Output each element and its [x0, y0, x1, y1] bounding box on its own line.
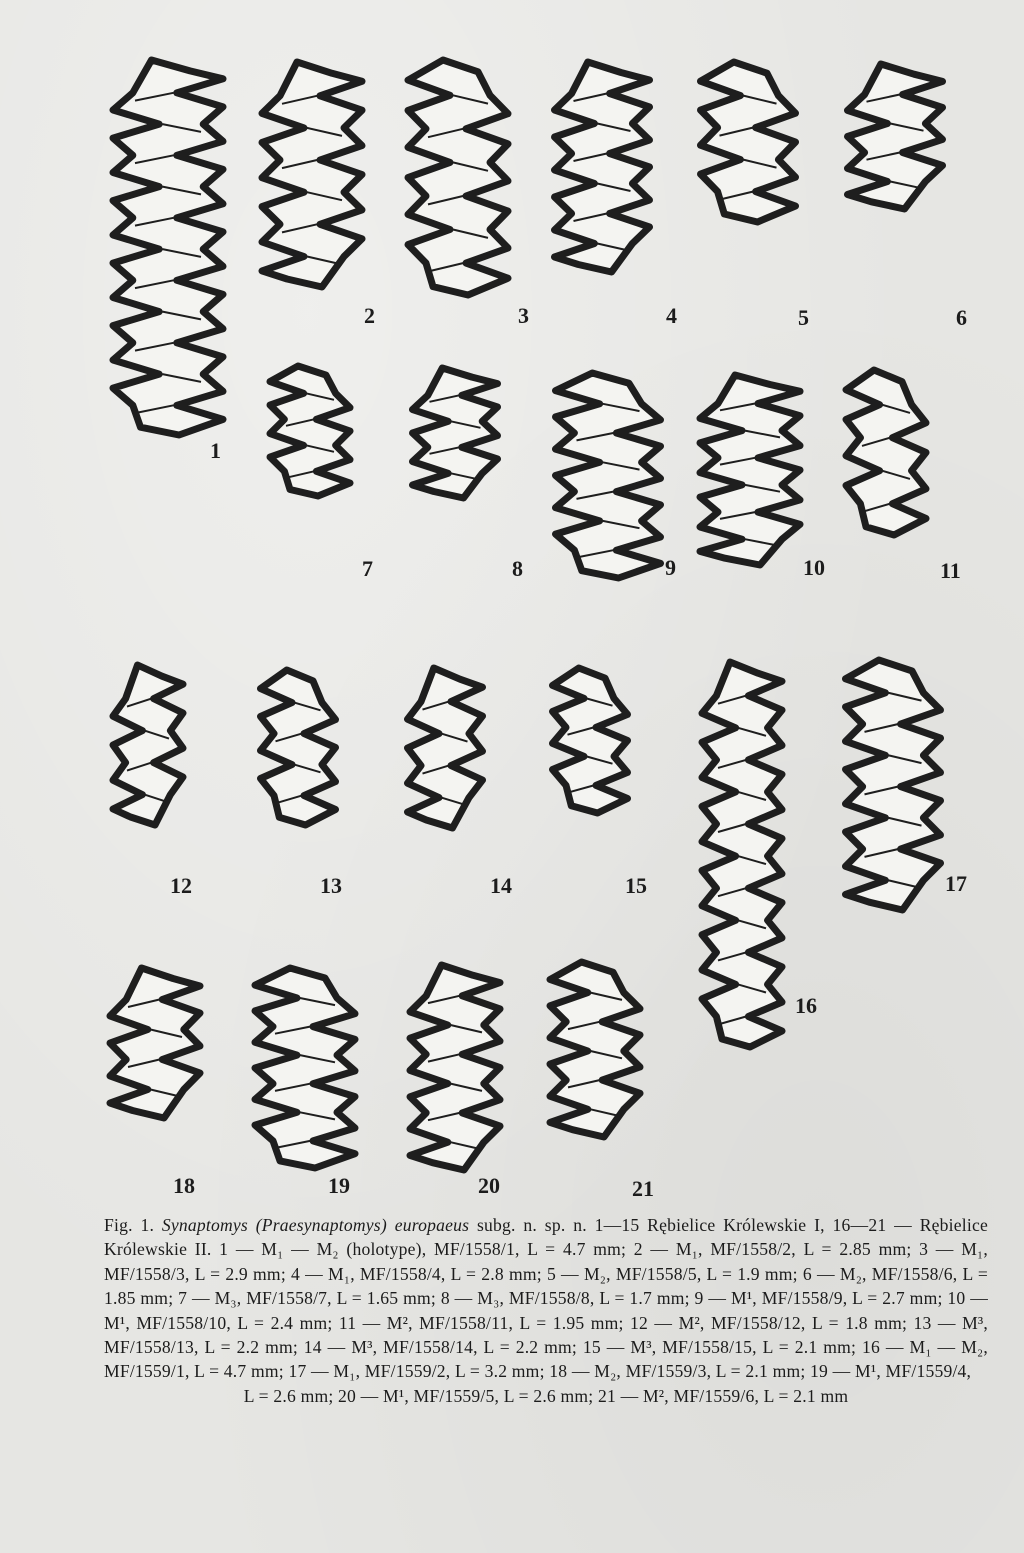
- molar-outline: [413, 368, 498, 498]
- molar-outline: [262, 62, 362, 287]
- specimen-number-15: 15: [625, 873, 647, 898]
- molar-outline: [701, 62, 796, 222]
- specimen-number-12: 12: [170, 873, 192, 898]
- taxon-name: Synaptomys (Praesynaptomys) europaeus: [161, 1215, 470, 1235]
- molar-specimen-11: [846, 370, 926, 535]
- molar-specimen-14: [408, 668, 483, 828]
- molar-outline: [410, 965, 500, 1170]
- molar-outline: [846, 370, 926, 535]
- specimen-number-2: 2: [364, 303, 375, 328]
- molar-specimen-15: [553, 668, 628, 813]
- molar-outline: [261, 670, 336, 825]
- specimen-number-13: 13: [320, 873, 342, 898]
- specimen-number-11: 11: [940, 558, 961, 583]
- specimen-number-8: 8: [512, 556, 523, 581]
- specimen-number-4: 4: [666, 303, 677, 328]
- caption-last-line: L = 2.6 mm; 20 — M¹, MF/1559/5, L = 2.6 mm; 21 — M², MF/1559/6, L = 2.1 mm: [243, 1385, 849, 1406]
- molar-specimen-1: [113, 60, 223, 435]
- molar-outline: [848, 64, 943, 209]
- molar-outline: [113, 665, 183, 825]
- specimen-number-7: 7: [362, 556, 373, 581]
- molar-outline: [408, 668, 483, 828]
- molar-outline: [555, 62, 650, 272]
- specimen-number-21: 21: [632, 1176, 654, 1201]
- molar-outline: [702, 662, 782, 1047]
- molar-specimen-16: [702, 662, 782, 1047]
- specimen-number-17: 17: [945, 871, 967, 896]
- figure-label: Fig. 1.: [104, 1215, 155, 1235]
- molar-outline: [408, 60, 508, 295]
- molar-specimen-17: [846, 660, 941, 910]
- specimen-number-14: 14: [490, 873, 512, 898]
- molar-specimen-19: [255, 968, 355, 1168]
- specimen-number-18: 18: [173, 1173, 195, 1198]
- specimen-number-10: 10: [803, 555, 825, 580]
- molar-outline: [556, 373, 661, 578]
- molar-specimen-2: [262, 62, 362, 287]
- specimen-number-9: 9: [665, 555, 676, 580]
- molar-specimen-13: [261, 670, 336, 825]
- molar-outline: [553, 668, 628, 813]
- specimen-number-5: 5: [798, 305, 809, 330]
- molar-specimen-21: [550, 962, 640, 1137]
- molar-outline: [110, 968, 200, 1118]
- specimen-number-16: 16: [795, 993, 817, 1018]
- caption-body: subg. n. sp. n. 1—15 Rębielice Królewskie I, 16—21 — Rębielice Królewskie II. 1 — M₁ — M₂ (holotype), MF/1558/1, L = 4.7 mm; 2 — M₁, MF/1558/2, L = 2.85 mm; 3 — M₁, MF/1558/3, L = 2.9 mm; 4 — M₁, MF/1558/4, L = 2.8 mm; 5 — M₂, MF/1558/5, L = 1.9 mm; 6 — M₂, MF/1558/6, L = 1.85 mm; 7 — M₃, MF/1558/7, L = 1.65 mm; 8 — M₃, MF/1558/8, L = 1.7 mm; 9 — M¹, MF/1558/9, L = 2.7 mm; 10 — M¹, MF/1558/10, L = 2.4 mm; 11 — M², MF/1558/11, L = 1.95 mm; 12 — M², MF/1558/12, L = 1.8 mm; 13 — M³, MF/1558/13, L = 2.2 mm; 14 — M³, MF/1558/14, L = 2.2 mm; 15 — M³, MF/1558/15, L = 2.1 mm; 16 — M₁ — M₂, MF/1559/1, L = 4.7 mm; 17 — M₁, MF/1559/2, L = 3.2 mm; 18 — M₂, MF/1559/3, L = 2.1 mm; 19 — M¹, MF/1559/4,: [104, 1215, 988, 1382]
- molar-specimen-8: [413, 368, 498, 498]
- molar-specimen-18: [110, 968, 200, 1118]
- specimen-number-1: 1: [210, 438, 221, 463]
- molar-specimen-9: [556, 373, 661, 578]
- molar-outline: [270, 366, 350, 496]
- molar-specimen-6: [848, 64, 943, 209]
- molar-specimen-10: [700, 375, 800, 565]
- molar-specimen-7: [270, 366, 350, 496]
- molar-outline: [846, 660, 941, 910]
- molar-outline: [113, 60, 223, 435]
- molar-specimen-5: [701, 62, 796, 222]
- specimen-number-6: 6: [956, 305, 967, 330]
- specimen-number-3: 3: [518, 303, 529, 328]
- molar-specimen-3: [408, 60, 508, 295]
- specimen-number-20: 20: [478, 1173, 500, 1198]
- molar-specimen-4: [555, 62, 650, 272]
- molar-specimen-20: [410, 965, 500, 1170]
- specimen-number-19: 19: [328, 1173, 350, 1198]
- molar-specimen-12: [113, 665, 183, 825]
- figure-caption: [104, 1213, 988, 1408]
